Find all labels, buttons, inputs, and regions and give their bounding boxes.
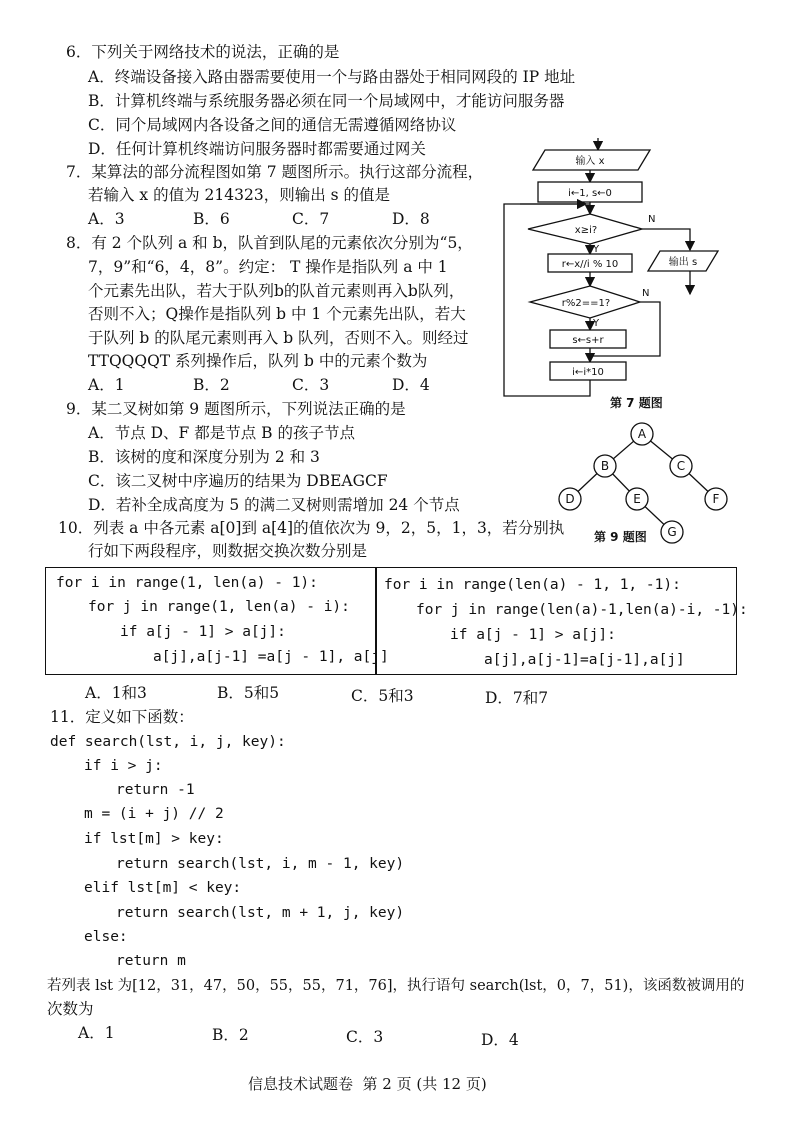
- q7-stem-line1: 7．某算法的部分流程图如第 7 题图所示。执行这部分流程，: [66, 163, 484, 181]
- q10-right-code-line1: for i in range(len(a) - 1, 1, -1):: [384, 577, 681, 593]
- flow-cond2-label: r%2==1?: [561, 298, 611, 309]
- tree-node-g: G: [667, 525, 677, 539]
- q11-option-a: A．1: [78, 1024, 115, 1042]
- q11-after-line1: 若列表 lst 为[12，31，47，50，55，55，71，76]，执行语句 search(lst，0，7，51)，该函数被调用的: [47, 978, 745, 994]
- flow-output-label: 输出 s: [668, 257, 698, 268]
- q9-option-b: B．该树的度和深度分别为 2 和 3: [88, 448, 320, 466]
- q8-line4: 否则不入；Q操作是指队列 b 中 1 个元素先出队，若大: [88, 305, 466, 323]
- q11-code-line4: m = (i + j) // 2: [84, 806, 224, 822]
- q8-option-c: C．3: [292, 376, 330, 394]
- q10-option-c: C．5和3: [351, 687, 414, 705]
- flow-cond1-label: x≥i?: [574, 225, 598, 236]
- flow-update-s-label: s←s+r: [572, 335, 604, 346]
- q11-code-line9: else:: [84, 929, 128, 945]
- tree-node-d: D: [565, 492, 575, 506]
- q8-line3: 个元素先出队，若大于队列b的队首元素则再入b队列，: [88, 282, 465, 300]
- q7-stem-line2: 若输入 x 的值为 214323，则输出 s 的值是: [88, 186, 391, 204]
- q11-code-line10: return m: [116, 953, 186, 969]
- flow-n1-label: N: [648, 214, 656, 225]
- figure-7-caption: 第 7 题图: [610, 396, 663, 410]
- q7-option-b: B．6: [193, 210, 230, 228]
- q11-option-c: C．3: [346, 1028, 384, 1046]
- q8-option-d: D．4: [392, 376, 430, 394]
- q9-option-a: A．节点 D、F 都是节点 B 的孩子节点: [88, 424, 355, 442]
- q11-code-line7: elif lst[m] < key:: [84, 880, 242, 896]
- q10-right-code-line4: a[j],a[j-1]=a[j-1],a[j]: [484, 652, 685, 668]
- q6-stem: 6．下列关于网络技术的说法，正确的是: [66, 43, 340, 61]
- q9-option-d: D．若补全成高度为 5 的满二叉树则需增加 24 个节点: [88, 496, 460, 514]
- flow-init-label: i←1, s←0: [568, 188, 612, 199]
- q10-left-code-line1: for i in range(1, len(a) - 1):: [56, 575, 318, 591]
- flow-calc-r-label: r←x//i % 10: [561, 259, 619, 270]
- q9-option-c: C．该二叉树中序遍历的结果为 DBEAGCF: [88, 472, 388, 490]
- q11-option-d: D．4: [481, 1031, 519, 1049]
- q10-left-code-line4: a[j],a[j-1] =a[j - 1], a[j]: [153, 649, 389, 665]
- tree-node-a: A: [637, 427, 647, 441]
- q10-option-a: A．1和3: [85, 684, 147, 702]
- q10-option-d: D．7和7: [485, 689, 549, 707]
- q8-line6: TTQQQQT 系列操作后，队列 b 中的元素个数为: [88, 352, 428, 370]
- q11-stem: 11．定义如下函数：: [50, 708, 194, 726]
- flow-n2-label: N: [642, 288, 650, 299]
- q11-code-line5: if lst[m] > key:: [84, 831, 224, 847]
- tree-node-e: E: [633, 492, 641, 506]
- tree-node-b: B: [600, 459, 610, 473]
- q8-line2: 7，9”和“6，4，8”。约定： T 操作是指队列 a 中 1: [88, 258, 448, 276]
- q11-option-b: B．2: [212, 1026, 249, 1044]
- tree-node-c: C: [676, 459, 686, 473]
- q7-option-a: A．3: [88, 210, 125, 228]
- q9-stem: 9．某二叉树如第 9 题图所示，下列说法正确的是: [66, 400, 406, 418]
- tree-node-f: F: [712, 492, 720, 506]
- q8-line1: 8．有 2 个队列 a 和 b，队首到队尾的元素依次分别为“5，: [66, 234, 473, 252]
- page-footer: 信息技术试题卷 第 2 页 (共 12 页): [248, 1075, 487, 1093]
- q10-option-b: B．5和5: [217, 684, 280, 702]
- q11-code-line1: def search(lst, i, j, key):: [50, 734, 286, 750]
- q8-option-a: A．1: [88, 376, 125, 394]
- flow-update-i-label: i←i*10: [572, 367, 604, 378]
- q10-right-code-line2: for j in range(len(a)-1,len(a)-i, -1):: [416, 602, 748, 618]
- q7-option-c: C．7: [292, 210, 330, 228]
- q11-code-line2: if i > j:: [84, 758, 163, 774]
- q10-line1: 10．列表 a 中各元素 a[0]到 a[4]的值依次为 9，2，5，1，3，若分别执: [58, 519, 565, 537]
- flow-y1-label: Y: [593, 244, 600, 255]
- figure-9-caption: 第 9 题图: [594, 530, 647, 544]
- q6-option-c: C．同个局域网内各设备之间的通信无需遵循网络协议: [88, 116, 457, 134]
- q6-option-a: A．终端设备接入路由器需要使用一个与路由器处于相同网段的 IP 地址: [88, 68, 576, 86]
- q11-code-line6: return search(lst, i, m - 1, key): [116, 856, 405, 872]
- q10-right-code-line3: if a[j - 1] > a[j]:: [450, 627, 616, 643]
- q11-code-line8: return search(lst, m + 1, j, key): [116, 905, 405, 921]
- flow-y2-label: Y: [593, 318, 600, 329]
- q10-line2: 行如下两段程序，则数据交换次数分别是: [88, 542, 368, 560]
- flow-input-label: 输入 x: [575, 156, 605, 167]
- q8-line5: 于队列 b 的队尾元素则再入 b 队列，否则不入。则经过: [88, 329, 469, 347]
- q7-option-d: D．8: [392, 210, 430, 228]
- flowchart-figure-7: [490, 130, 750, 420]
- q6-option-d: D．任何计算机终端访问服务器时都需要通过网关: [88, 140, 426, 158]
- q10-left-code-line3: if a[j - 1] > a[j]:: [120, 624, 286, 640]
- q6-option-b: B．计算机终端与系统服务器必须在同一个局域网中，才能访问服务器: [88, 92, 565, 110]
- q11-code-line3: return -1: [116, 782, 195, 798]
- q11-after-line2: 次数为: [47, 1000, 94, 1018]
- binary-tree-figure-9: [550, 420, 750, 548]
- q10-left-code-line2: for j in range(1, len(a) - i):: [88, 599, 350, 615]
- q8-option-b: B．2: [193, 376, 230, 394]
